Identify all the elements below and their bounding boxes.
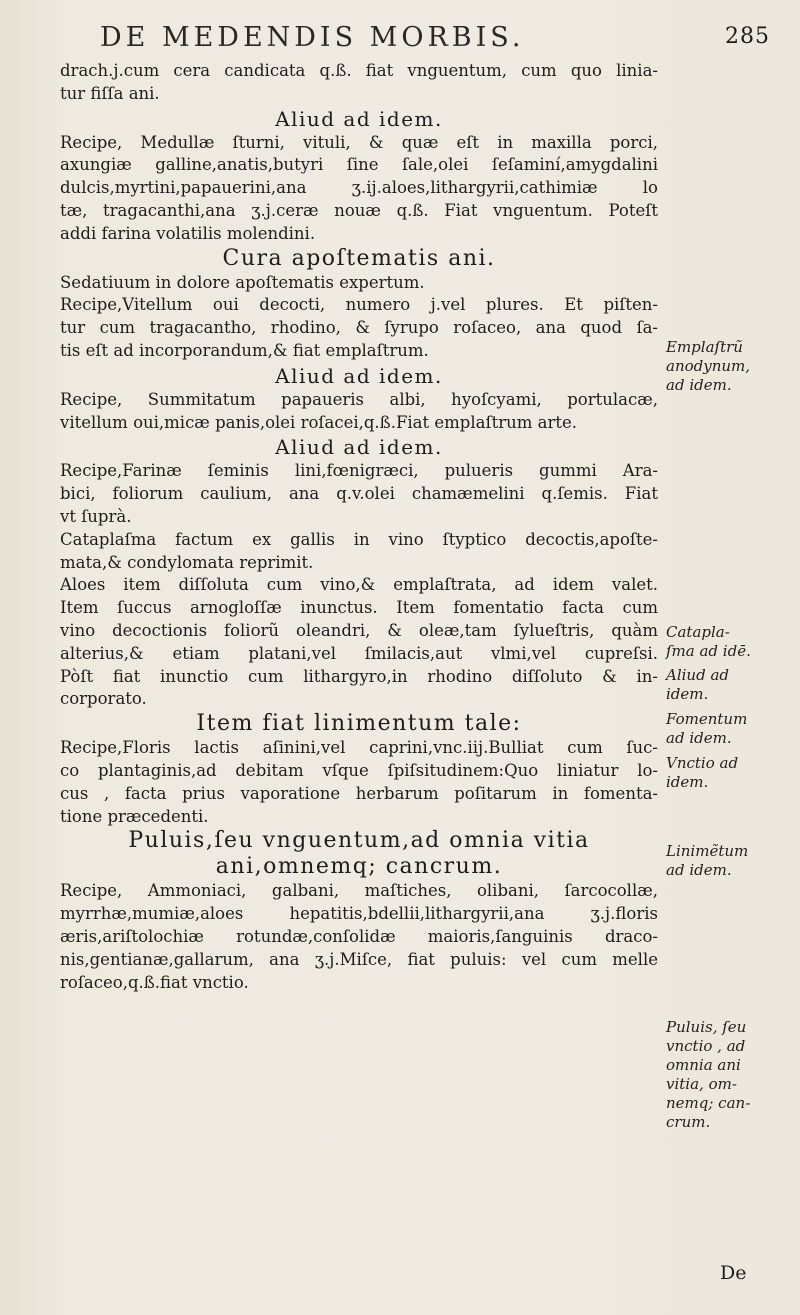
margin-note-line: crum. (666, 1113, 711, 1131)
text-line: drach.j.cum cera candicata q.ß. fiat vnguentum, cum quo linia- (60, 61, 658, 80)
margin-note-line: anodynum, (666, 357, 751, 375)
text-line: Recipe, Medullæ ſturni, vituli, & quæ eſt in maxilla porci, (60, 132, 658, 152)
text-line: dulcis,myrtini,papauerini,ana ʒ.ij.aloes,lithargyrii,cathimiæ lo (60, 178, 658, 198)
text-line: tis eſt ad incorporandum,& fiat emplaſtrum. (60, 340, 429, 360)
margin-note-line: Puluis, ſeu (666, 1018, 747, 1036)
text-line: Item ſuccus arnogloſſæ inunctus. Item fomentatio facta cum (60, 598, 658, 618)
text-line: Cataplaſma factum ex gallis in vino ſtyptico decoctis,apoſte- (60, 529, 658, 549)
margin-note-line: ad idem. (666, 861, 732, 879)
margin-note-line: ad idem. (666, 729, 732, 747)
page-number: 285 (725, 24, 770, 49)
text-line: tur fiſſa ani. (60, 83, 160, 103)
margin-note-line: Linimẽtum (666, 842, 749, 860)
text-line: vitellum oui,micæ panis,olei roſacei,q.ß.Fiat emplaſtrum arte. (60, 412, 577, 432)
section-heading: ani,omnemq; cancrum. (215, 854, 503, 880)
section-heading: Cura apoſtematis ani. (222, 245, 496, 271)
margin-note-line: ad idem. (666, 376, 732, 394)
section-heading: Aliud ad idem. (275, 363, 443, 388)
margin-note-line: idem. (666, 685, 709, 703)
margin-note-linimentum (666, 842, 786, 880)
margin-note-line: Catapla- (666, 623, 730, 641)
subheading: Sedatiuum in dolore apoſtematis expertum. (60, 272, 425, 292)
text-line: Aloes item diſſoluta cum vino,& emplaſtrata, ad idem valet. (60, 575, 658, 595)
margin-note-aliud (666, 666, 786, 704)
text-line: tur cum tragacantho, rhodino, & ſyrupo roſaceo, ana quod ſa- (60, 318, 658, 338)
section-heading: Puluis,ſeu vnguentum,ad omnia vitia (128, 828, 590, 854)
margin-note-line: Emplaſtrũ (666, 338, 743, 356)
margin-note-line: idem. (666, 773, 709, 791)
margin-note-line: omnia ani (666, 1056, 741, 1074)
section-heading: Aliud ad idem. (275, 435, 443, 460)
text-line: nis,gentianæ,gallarum, ana ʒ.j.Miſce, fiat puluis: vel cum melle (60, 949, 658, 969)
main-text (60, 60, 658, 994)
text-line: tæ, tragacanthi,ana ʒ.j.ceræ nouæ q.ß. Fiat vnguentum. Poteſt (60, 200, 658, 220)
text-line: addi farina volatilis molendini. (60, 223, 316, 243)
section-heading: Aliud ad idem. (275, 106, 443, 131)
text-line: bici, foliorum caulium, ana q.v.olei chamæmelini q.ſemis. Fiat (60, 484, 658, 504)
text-line: roſaceo,q.ß.fiat vnctio. (60, 972, 249, 992)
margin-note-cataplasma (666, 623, 786, 661)
text-line: axungiæ galline,anatis,butyri ſine ſale,olei ſeſaminí,amygdalini (60, 155, 658, 175)
text-line: vt ſuprà. (60, 506, 132, 526)
text-line: corporato. (60, 689, 147, 709)
catchword: De (720, 1262, 747, 1284)
margin-note-vnctio (666, 754, 786, 792)
margin-note-line: vitia, om- (666, 1075, 737, 1093)
margin-note-line: Vnctio ad (666, 754, 739, 772)
margin-note-emplastrum (666, 338, 786, 395)
text-line: vino decoctionis foliorũ oleandri, & oleæ,tam ſylueſtris, quàm (60, 620, 658, 640)
margin-note-line: Aliud ad (666, 666, 730, 684)
page-header (70, 22, 770, 56)
text-line: æris,ariſtolochiæ rotundæ,conſolidæ maioris,ſanguinis draco- (60, 926, 658, 946)
text-line: cus , facta prius vaporatione herbarum poſitarum in fomenta- (60, 783, 658, 803)
margin-note-puluis (666, 1018, 786, 1132)
text-line: Pòſt fiat inunctio cum lithargyro,in rhodino diſſoluto & in- (60, 666, 658, 686)
text-line: myrrhæ,mumiæ,aloes hepatitis,bdellii,lithargyrii,ana ʒ.j.floris (60, 904, 658, 924)
running-title: DE MEDENDIS MORBIS. (100, 22, 525, 53)
margin-note-fomentum (666, 710, 786, 748)
margin-note-line: ſma ad idē. (666, 642, 751, 660)
text-line: co plantaginis,ad debitam vſque ſpiſsitudinem:Quo liniatur lo- (60, 760, 658, 780)
section-heading: Item fiat linimentum tale: (196, 711, 522, 737)
text-line: mata,& condylomata reprimit. (60, 552, 314, 572)
margin-note-line: nemq; can- (666, 1094, 751, 1112)
text-line: Recipe, Ammoniaci, galbani, maſtiches, olibani, ſarcocollæ, (60, 881, 658, 901)
margin-note-line: Fomentum (666, 710, 748, 728)
text-line: alterius,& etiam platani,vel ſmilacis,aut vlmi,vel cupreſsi. (60, 643, 658, 663)
text-line: Recipe, Summitatum papaueris albi, hyoſcyami, portulacæ, (60, 389, 658, 409)
text-line: Recipe,Floris lactis aſinini,vel caprini,vnc.iij.Bulliat cum ſuc- (60, 738, 658, 758)
text-line: Recipe,Vitellum oui decocti, numero j.vel plures. Et piſten- (60, 295, 658, 315)
text-line: Recipe,Farinæ ſeminis lini,fœnigræci, pulueris gummi Ara- (60, 461, 658, 481)
text-line: tione præcedenti. (60, 806, 209, 826)
margin-note-line: vnctio , ad (666, 1037, 746, 1055)
